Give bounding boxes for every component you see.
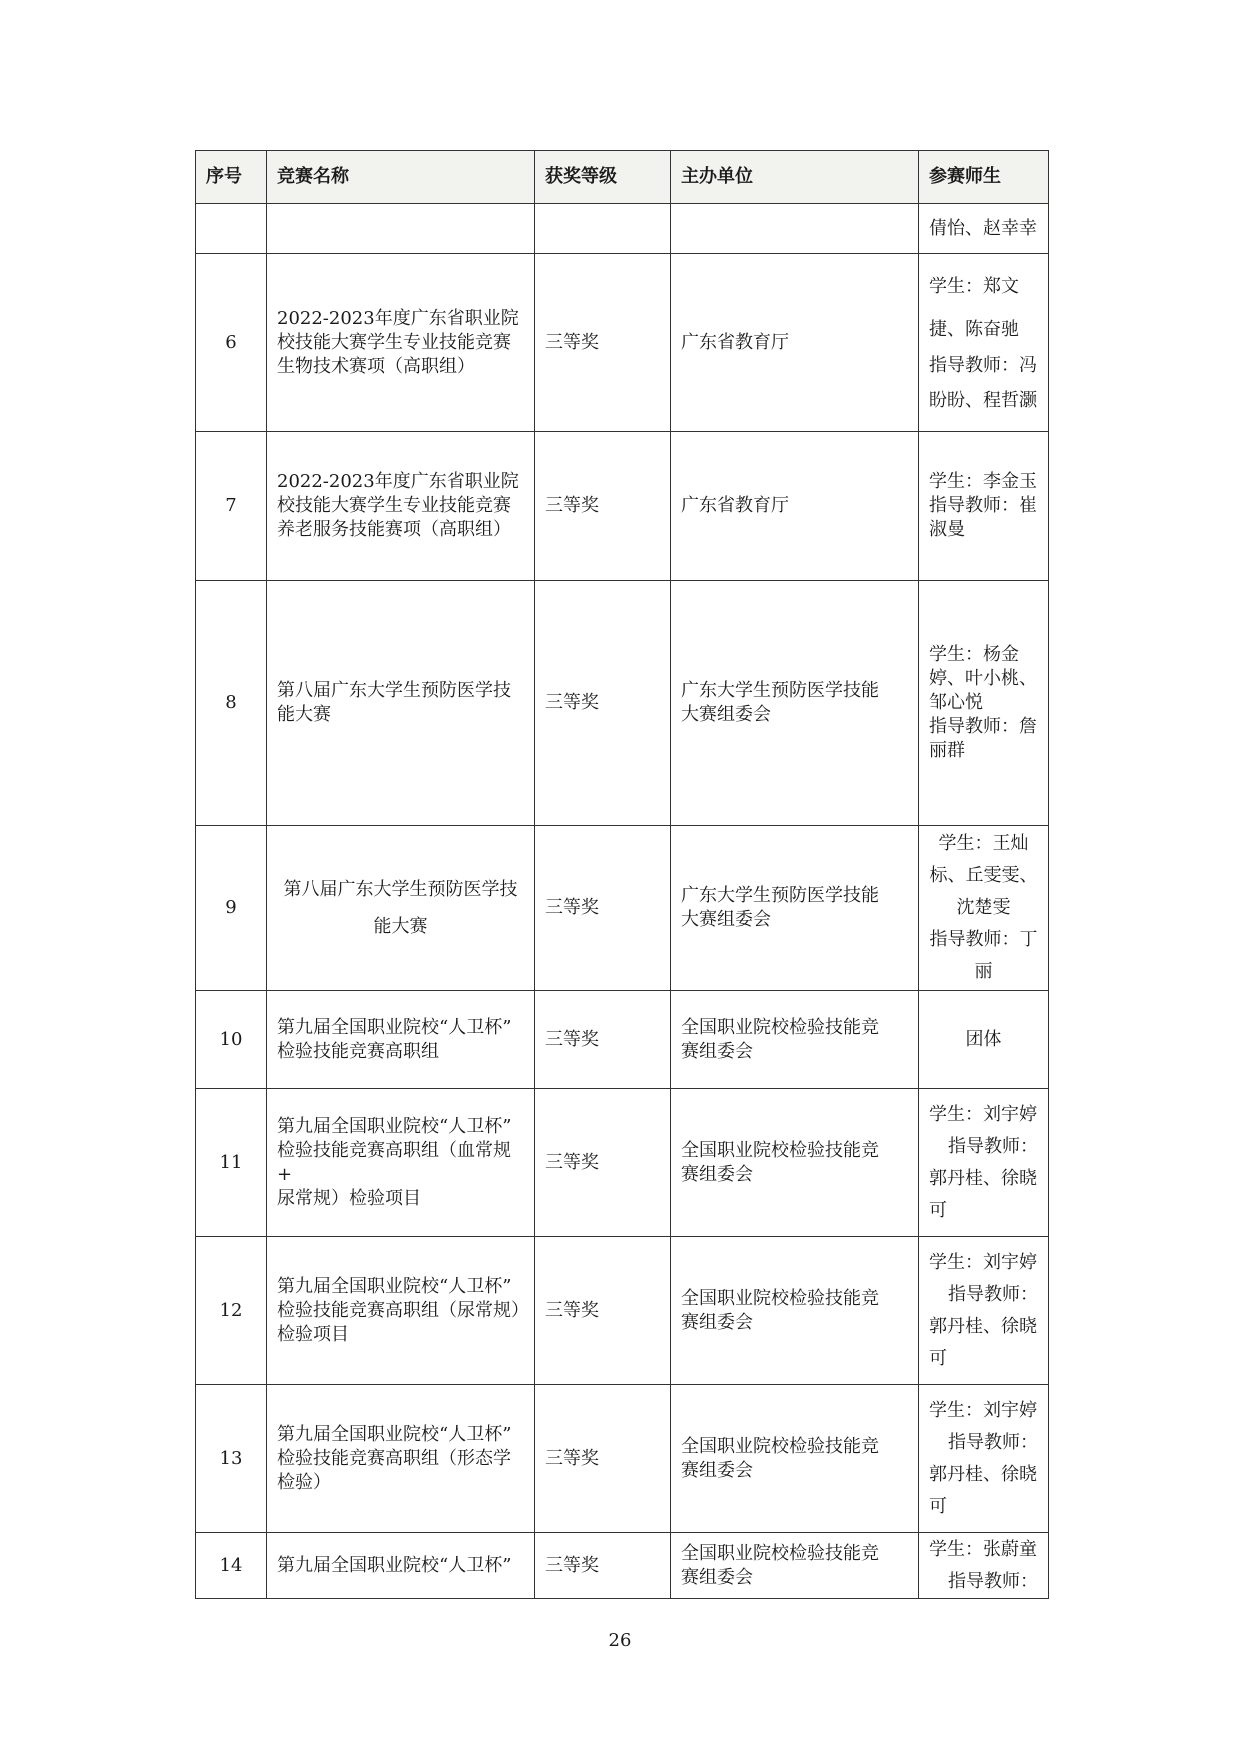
row-organizer: 广东省教育厅 <box>671 254 919 432</box>
table-row <box>196 991 1049 1089</box>
header-organizer: 主办单位 <box>671 151 919 204</box>
table-header-row <box>196 151 1049 204</box>
page-number: 26 <box>608 1630 632 1651</box>
header-competition-name: 竞赛名称 <box>267 151 535 204</box>
row-organizer: 全国职业院校检验技能竞 赛组委会 <box>671 1385 919 1533</box>
header-index: 序号 <box>196 151 267 204</box>
table-row <box>196 254 1049 432</box>
table-row <box>196 826 1049 991</box>
row-organizer: 广东省教育厅 <box>671 432 919 581</box>
row-index: 7 <box>196 432 267 581</box>
row-competition-name <box>267 204 535 254</box>
table-row <box>196 1237 1049 1385</box>
row-participants: 学生：王灿 标、丘雯雯、 沈楚雯 指导教师：丁 丽 <box>919 826 1049 991</box>
awards-table <box>195 150 1049 1599</box>
row-index: 13 <box>196 1385 267 1533</box>
row-participants: 学生：刘宇婷 指导教师： 郭丹桂、徐晓 可 <box>919 1237 1049 1385</box>
row-award-level: 三等奖 <box>535 1385 671 1533</box>
row-competition-name: 第九届全国职业院校“人卫杯” 检验技能竞赛高职组（尿常规） 检验项目 <box>267 1237 535 1385</box>
row-organizer: 全国职业院校检验技能竞 赛组委会 <box>671 1533 919 1599</box>
table-row <box>196 1385 1049 1533</box>
row-award-level: 三等奖 <box>535 826 671 991</box>
row-participants: 倩怡、赵幸幸 <box>919 204 1049 254</box>
row-competition-name: 2022-2023年度广东省职业院 校技能大赛学生专业技能竞赛 养老服务技能赛项（高职组） <box>267 432 535 581</box>
row-participants: 团体 <box>919 991 1049 1089</box>
table-row <box>196 581 1049 826</box>
row-award-level: 三等奖 <box>535 1237 671 1385</box>
row-participants: 学生：张蔚童 指导教师： <box>919 1533 1049 1599</box>
row-index: 11 <box>196 1089 267 1237</box>
row-award-level <box>535 204 671 254</box>
row-index: 8 <box>196 581 267 826</box>
row-participants: 学生：刘宇婷 指导教师： 郭丹桂、徐晓 可 <box>919 1385 1049 1533</box>
row-competition-name: 第八届广东大学生预防医学技 能大赛 <box>267 581 535 826</box>
row-award-level: 三等奖 <box>535 1533 671 1599</box>
row-index: 10 <box>196 991 267 1089</box>
row-organizer: 全国职业院校检验技能竞 赛组委会 <box>671 1237 919 1385</box>
row-participants: 学生：李金玉 指导教师：崔 淑曼 <box>919 432 1049 581</box>
row-competition-name: 第九届全国职业院校“人卫杯” 检验技能竞赛高职组（形态学 检验） <box>267 1385 535 1533</box>
row-index: 6 <box>196 254 267 432</box>
table-row <box>196 1533 1049 1599</box>
row-organizer: 广东大学生预防医学技能 大赛组委会 <box>671 826 919 991</box>
table-row <box>196 204 1049 254</box>
table-row <box>196 1089 1049 1237</box>
row-index: 14 <box>196 1533 267 1599</box>
row-award-level: 三等奖 <box>535 1089 671 1237</box>
row-participants: 学生：郑文 捷、陈奋驰 指导教师：冯 盼盼、程哲灏 <box>919 254 1049 432</box>
row-competition-name: 2022-2023年度广东省职业院 校技能大赛学生专业技能竞赛 生物技术赛项（高职组） <box>267 254 535 432</box>
header-participants: 参赛师生 <box>919 151 1049 204</box>
row-award-level: 三等奖 <box>535 991 671 1089</box>
row-competition-name: 第九届全国职业院校“人卫杯” <box>267 1533 535 1599</box>
row-index <box>196 204 267 254</box>
row-organizer <box>671 204 919 254</box>
row-participants: 学生：刘宇婷 指导教师： 郭丹桂、徐晓 可 <box>919 1089 1049 1237</box>
row-competition-name: 第八届广东大学生预防医学技 能大赛 <box>267 826 535 991</box>
row-participants: 学生：杨金 婷、叶小桃、 邹心悦 指导教师：詹 丽群 <box>919 581 1049 826</box>
row-organizer: 全国职业院校检验技能竞 赛组委会 <box>671 1089 919 1237</box>
header-award-level: 获奖等级 <box>535 151 671 204</box>
row-competition-name: 第九届全国职业院校“人卫杯” 检验技能竞赛高职组 <box>267 991 535 1089</box>
row-index: 9 <box>196 826 267 991</box>
row-award-level: 三等奖 <box>535 581 671 826</box>
row-index: 12 <box>196 1237 267 1385</box>
row-competition-name: 第九届全国职业院校“人卫杯” 检验技能竞赛高职组（血常规+ 尿常规）检验项目 <box>267 1089 535 1237</box>
row-organizer: 广东大学生预防医学技能 大赛组委会 <box>671 581 919 826</box>
row-organizer: 全国职业院校检验技能竞 赛组委会 <box>671 991 919 1089</box>
table-row <box>196 432 1049 581</box>
row-award-level: 三等奖 <box>535 254 671 432</box>
row-award-level: 三等奖 <box>535 432 671 581</box>
